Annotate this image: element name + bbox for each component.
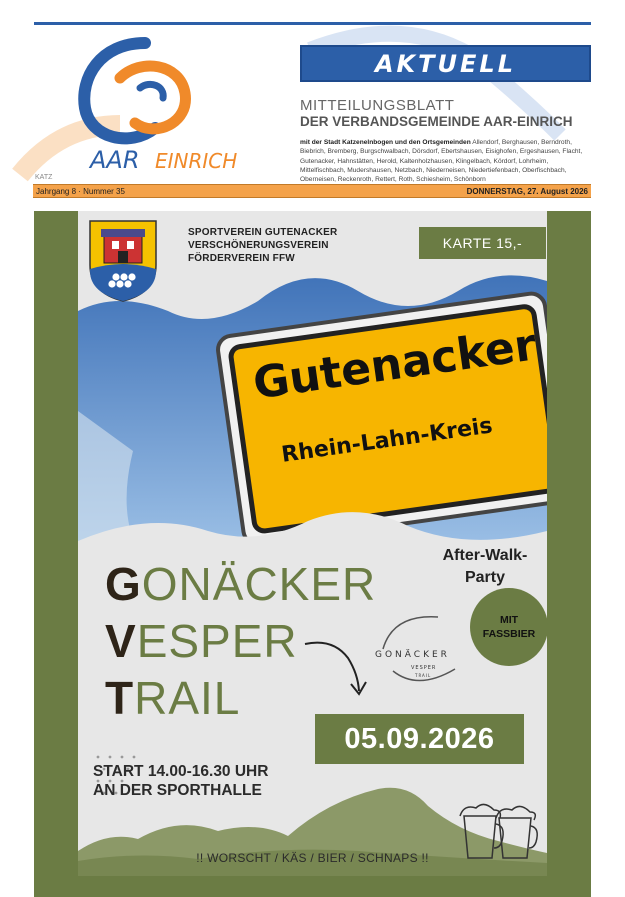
party-line-2: Party xyxy=(464,569,506,586)
fassbier-badge xyxy=(470,588,548,666)
issue-date: DONNERSTAG, 27. August 2026 xyxy=(466,187,588,196)
title-initial-t: T xyxy=(105,672,135,724)
barrel-line-2: FASSBIER xyxy=(482,628,536,640)
logo-text-aar: AAR xyxy=(90,146,140,174)
title-initial-v: V xyxy=(105,615,137,667)
logo-text-einrich: EINRICH xyxy=(155,149,238,173)
title-rest-1: ONÄCKER xyxy=(141,558,377,610)
trail-mini-logo xyxy=(363,609,483,694)
coat-of-arms-icon xyxy=(88,219,158,303)
issue-number: Jahrgang 8 · Nummer 35 xyxy=(36,187,125,196)
aktuell-badge: AKTUELL xyxy=(300,45,591,82)
communities-list: Allendorf, Berghausen, Berndroth, Biebrich, Bremberg, Burgschwalbach, Dörsdorf, Ebertshausen, Eisighofen, Ergeshausen, Flacht, Gutenacker, Hahnstätten, Herold, Kaltenholzhausen, Klingelbach, Kördorf, Lohrheim, Mittelfischbach, Mudershausen, Netzbach, Niederneisen, Niedertiefenbach, Oberfischbach, Oberneisen, Reckenroth, Rettert, Roth, Schiesheim, Schönborn xyxy=(300,139,583,184)
aar-einrich-logo xyxy=(60,28,280,178)
start-info xyxy=(93,762,268,800)
barrel-line-1: MIT xyxy=(499,614,519,626)
club-foerderverein: FÖRDERVEREIN FFW xyxy=(188,253,295,264)
title-line-1 xyxy=(105,558,376,610)
title-rest-2: ESPER xyxy=(136,615,298,667)
club-sportverein: SPORTVEREIN GUTENACKER xyxy=(188,227,338,238)
mini-logo-line-1: GONÄCKER xyxy=(375,650,450,660)
newsletter-title: MITTEILUNGSBLATT xyxy=(300,97,455,114)
newsletter-subtitle: DER VERBANDSGEMEINDE AAR-EINRICH xyxy=(300,114,573,129)
start-time: START 14.00-16.30 UHR xyxy=(93,763,269,780)
title-initial-g: G xyxy=(105,558,142,610)
club-verschoenerungsverein: VERSCHÖNERUNGSVEREIN xyxy=(188,240,329,251)
mini-logo-line-2: VESPER xyxy=(411,665,437,671)
event-date-badge: 05.09.2026 xyxy=(315,714,524,764)
start-location: AN DER SPORTHALLE xyxy=(93,782,262,799)
issue-info-bar xyxy=(33,184,591,198)
food-list: !! WORSCHT / KÄS / BIER / SCHNAPS !! xyxy=(196,851,429,865)
party-line-1: After-Walk- xyxy=(442,547,528,564)
sign-district-name: Rhein-Lahn-Kreis xyxy=(280,413,495,468)
mini-logo-line-3: TRAIL xyxy=(415,673,432,678)
title-rest-3: RAIL xyxy=(134,672,241,724)
ticket-price-badge: KARTE 15,- xyxy=(419,227,546,259)
after-walk-party-label xyxy=(425,545,545,589)
sign-town-name: Gutenacker xyxy=(250,319,540,410)
title-line-3 xyxy=(105,672,240,724)
communities-text xyxy=(300,138,592,184)
corner-tag: KATZ xyxy=(35,174,53,181)
communities-lead: mit der Stadt Katzenelnbogen und den Ortsgemeinden xyxy=(300,139,471,146)
title-line-2 xyxy=(105,615,298,667)
